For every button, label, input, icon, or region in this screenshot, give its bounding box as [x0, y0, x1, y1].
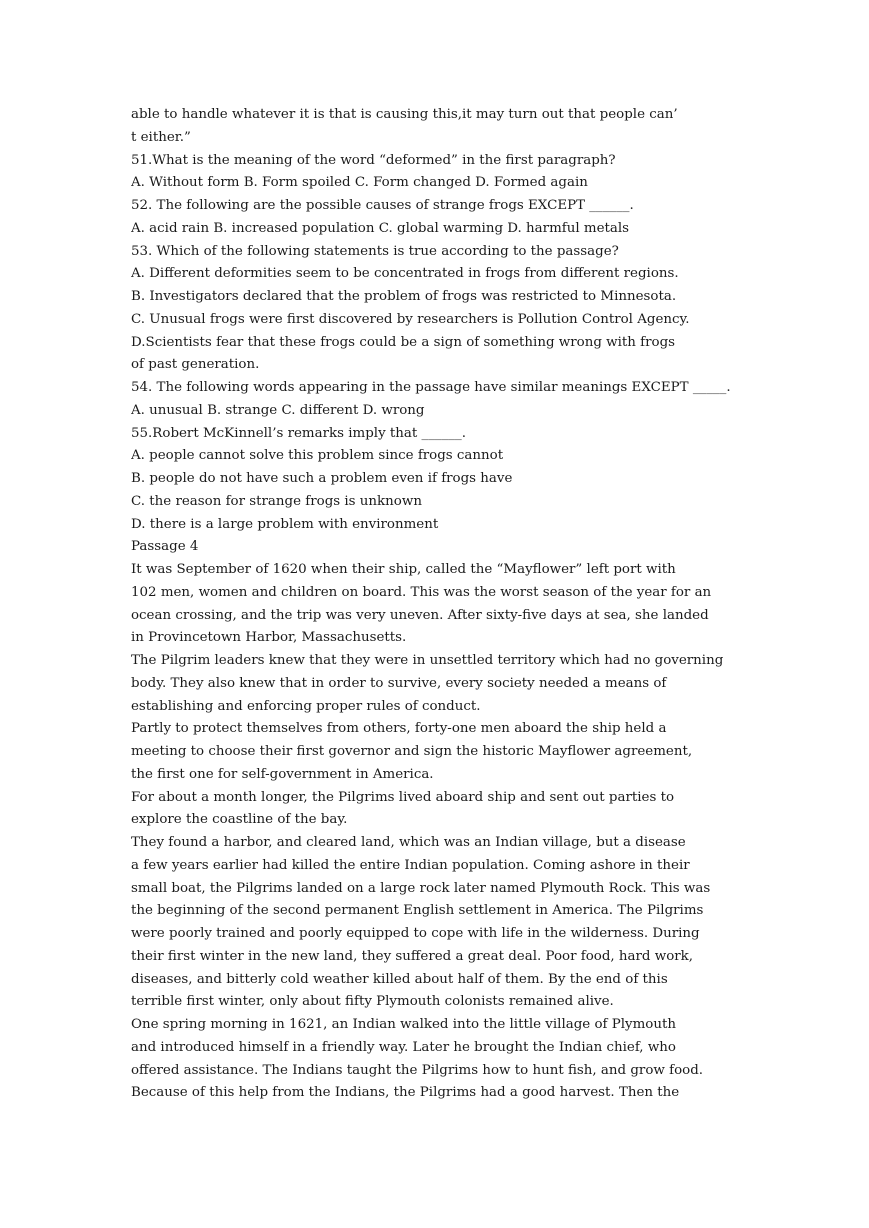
- text-line: meeting to choose their first governor and sign the historic Mayflower agreement,: [131, 744, 693, 759]
- text-line: The Pilgrim leaders knew that they were in unsettled territory which had no governing: [131, 653, 724, 668]
- text-line: Because of this help from the Indians, the Pilgrims had a good harvest. Then the: [131, 1085, 680, 1101]
- question-52: 52. The following are the possible causes of strange frogs EXCEPT ______.: [131, 198, 634, 213]
- text-line: able to handle whatever it is that is causing this,it may turn out that people can’: [131, 107, 678, 122]
- text-line: were poorly trained and poorly equipped to cope with life in the wilderness. During: [131, 926, 700, 941]
- text-line: 102 men, women and children on board. This was the worst season of the year for an: [131, 584, 712, 600]
- text-line: body. They also knew that in order to survive, every society needed a means of: [131, 675, 667, 691]
- text-line: the first one for self-government in America.: [131, 766, 434, 782]
- text-line: terrible first winter, only about fifty Plymouth colonists remained alive.: [131, 994, 614, 1010]
- text-line: For about a month longer, the Pilgrims lived aboard ship and sent out parties to: [131, 789, 675, 805]
- text-line: of past generation.: [131, 357, 260, 373]
- text-line: small boat, the Pilgrims landed on a large rock later named Plymouth Rock. This was: [131, 880, 711, 896]
- passage-heading: Passage 4: [131, 539, 199, 555]
- question-54: 54. The following words appearing in the passage have similar meanings EXCEPT _____.: [131, 380, 731, 395]
- question-51-options: A. Without form B. Form spoiled C. Form changed D. Formed again: [131, 175, 588, 191]
- question-53-option-b: B. Investigators declared that the problem of frogs was restricted to Minnesota.: [131, 289, 677, 304]
- text-line: the beginning of the second permanent English settlement in America. The Pilgrims: [131, 903, 704, 919]
- text-line: Partly to protect themselves from others, forty-one men aboard the ship held a: [131, 721, 667, 737]
- text-line: explore the coastline of the bay.: [131, 812, 348, 828]
- text-line: offered assistance. The Indians taught the Pilgrims how to hunt fish, and grow food.: [131, 1062, 704, 1078]
- text-line: ocean crossing, and the trip was very uneven. After sixty-five days at sea, she landed: [131, 607, 709, 623]
- question-52-options: A. acid rain B. increased population C. global warming D. harmful metals: [131, 220, 630, 236]
- text-line: It was September of 1620 when their ship, called the “Mayflower” left port with: [131, 562, 676, 577]
- question-53-option-d: D.Scientists fear that these frogs could be a sign of something wrong with frogs: [131, 334, 676, 350]
- text-line: and introduced himself in a friendly way. Later he brought the Indian chief, who: [131, 1039, 676, 1055]
- text-line: diseases, and bitterly cold weather killed about half of them. By the end of this: [131, 971, 668, 987]
- question-55: 55.Robert McKinnell’s remarks imply that ______.: [131, 425, 466, 441]
- document-page: [131, 104, 739, 1105]
- question-54-options: A. unusual B. strange C. different D. wrong: [131, 402, 425, 418]
- text-line: establishing and enforcing proper rules of conduct.: [131, 698, 481, 714]
- text-line: in Provincetown Harbor, Massachusetts.: [131, 630, 407, 646]
- question-51: 51.What is the meaning of the word “deformed” in the first paragraph?: [131, 152, 616, 168]
- text-line: One spring morning in 1621, an Indian walked into the little village of Plymouth: [131, 1017, 676, 1032]
- question-53-option-c: C. Unusual frogs were first discovered by researchers is Pollution Control Agency.: [131, 311, 690, 327]
- question-55-option-a: A. people cannot solve this problem since frogs cannot: [131, 448, 504, 464]
- text-line: their first winter in the new land, they suffered a great deal. Poor food, hard work,: [131, 948, 694, 964]
- question-53-option-a: A. Different deformities seem to be concentrated in frogs from different regions.: [131, 266, 679, 282]
- question-53: 53. Which of the following statements is true according to the passage?: [131, 243, 619, 259]
- question-55-option-c: C. the reason for strange frogs is unknown: [131, 493, 422, 509]
- text-line: They found a harbor, and cleared land, which was an Indian village, but a disease: [131, 835, 686, 850]
- question-55-option-b: B. people do not have such a problem even if frogs have: [131, 471, 513, 486]
- text-line: a few years earlier had killed the entire Indian population. Coming ashore in their: [131, 857, 690, 873]
- text-line: t either.”: [131, 129, 191, 145]
- question-55-option-d: D. there is a large problem with environment: [131, 516, 439, 532]
